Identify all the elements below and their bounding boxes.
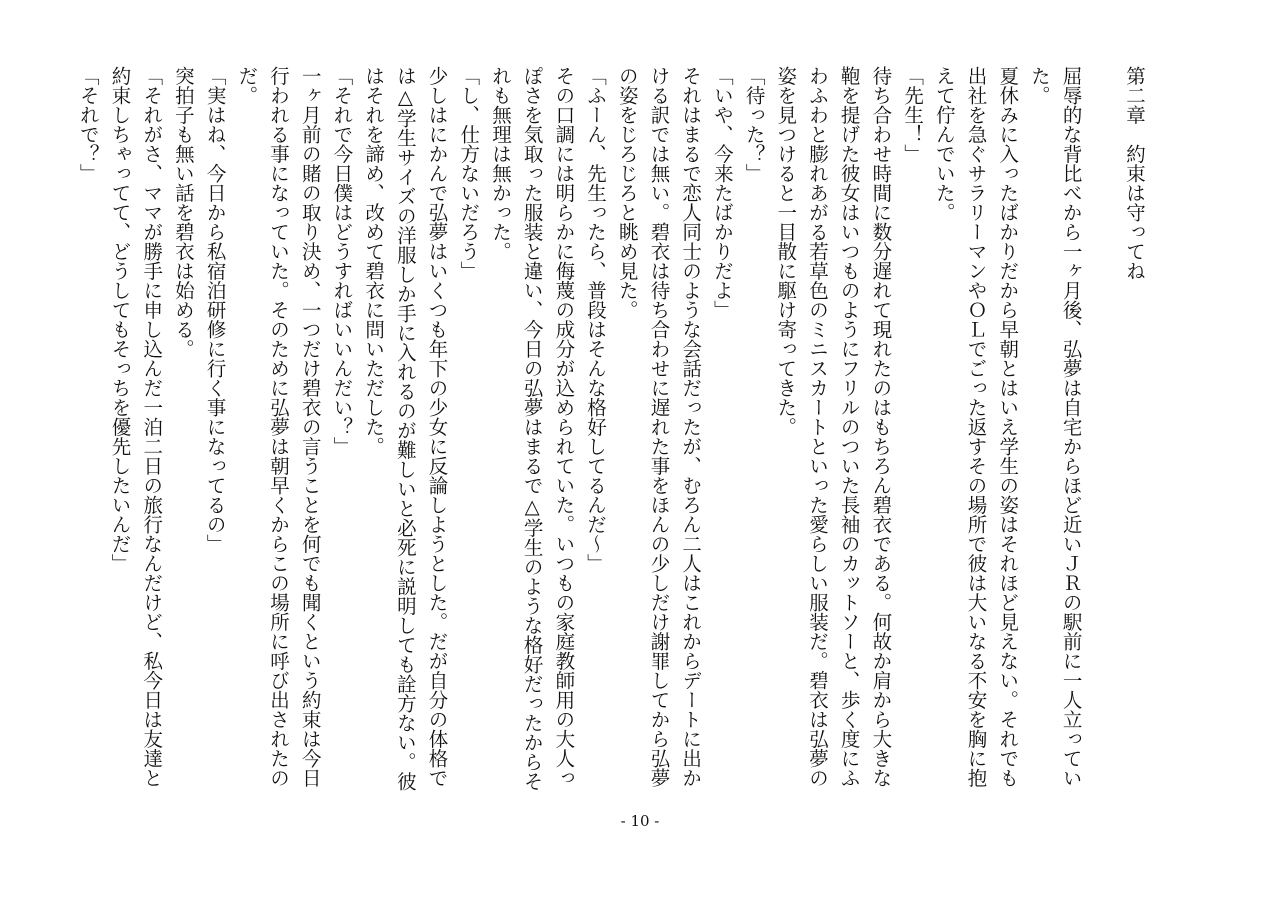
paragraph: 一ヶ月前の賭の取り決め、一つだけ碧衣の言うことを何でも聞くという約束は今日行われる事になっていた。そのために弘夢は朝早くからこの場所に呼び出されたのだ。 xyxy=(235,66,322,788)
paragraph: 夏休みに入ったばかりだから早朝とはいえ学生の姿はそれほど見えない。それでも出社を急ぐサラリーマンやＯＬでごった返すその場所で彼は大いなる不安を胸に抱えて佇んでいた。 xyxy=(932,66,1020,788)
paragraph: 屈辱的な背比べから一ヶ月後、弘夢は自宅からほど近いＪＲの駅前に一人立っていた。 xyxy=(1027,66,1083,788)
chapter-title: 第二章 約束は守ってね xyxy=(1123,66,1146,281)
dialogue-line: 「それで？」 xyxy=(76,66,100,183)
dialogue-line: 「実はね、今日から私宿泊研修に行く事になってるの」 xyxy=(203,66,227,554)
dialogue-line: 「いや、今来たばかりだよ」 xyxy=(710,66,734,320)
paragraph: 少しはにかんで弘夢はいくつも年下の少女に反論しようとした。だが自分の体格では△学生サイズの洋服しか手に入れるのが難しいと必死に説明しても詮方ない。彼はそれを諦め、改めて碧衣に問いただした。 xyxy=(362,66,449,791)
dialogue-line: 「それがさ、ママが勝手に申し込んだ一泊二日の旅行なんだけど、私今日は友達と約束しちゃってて、どうしてもそっちを優先したいんだ」 xyxy=(108,66,164,788)
paragraph: その口調には明らかに侮蔑の成分が込められていた。いつもの家庭教師用の大人っぽさを気取った服装と違い、今日の弘夢はまるで△学生のような格好だったからそれも無理は無かった。 xyxy=(488,66,576,791)
dialogue-line: 「先生！」 xyxy=(901,66,925,164)
page-number: - 10 - xyxy=(620,812,660,830)
dialogue-line: 「し、仕方ないだろう」 xyxy=(457,66,481,281)
vertical-text-body xyxy=(76,66,1150,806)
paragraph: 待ち合わせ時間に数分遅れて現れたのはもちろん碧衣である。何故か肩から大きな鞄を提げた彼女はいつものようにフリルのついた長袖のカットソーと、歩く度にふわふわと膨れあがる若草色のミニスカートといった愛らしい服装だ。碧衣は弘夢の姿を見つけると一目散に駆け寄ってきた。 xyxy=(774,66,893,788)
title-spacer xyxy=(1087,66,1119,806)
paragraph: 突拍子も無い話を碧衣は始める。 xyxy=(171,66,195,359)
dialogue-line: 「ふーん、先生ったら、普段はそんな格好してるんだ～」 xyxy=(584,66,608,573)
dialogue-line: 「それで今日僕はどうすればいいんだい？」 xyxy=(330,66,354,456)
paragraph: それはまるで恋人同士のような会話だったが、むろん二人はこれからデートに出かける訳では無い。碧衣は待ち合わせに遅れた事をほんの少しだけ謝罪してから弘夢の姿をじろじろと眺め見た。 xyxy=(615,66,703,788)
dialogue-line: 「待った？」 xyxy=(742,66,766,183)
